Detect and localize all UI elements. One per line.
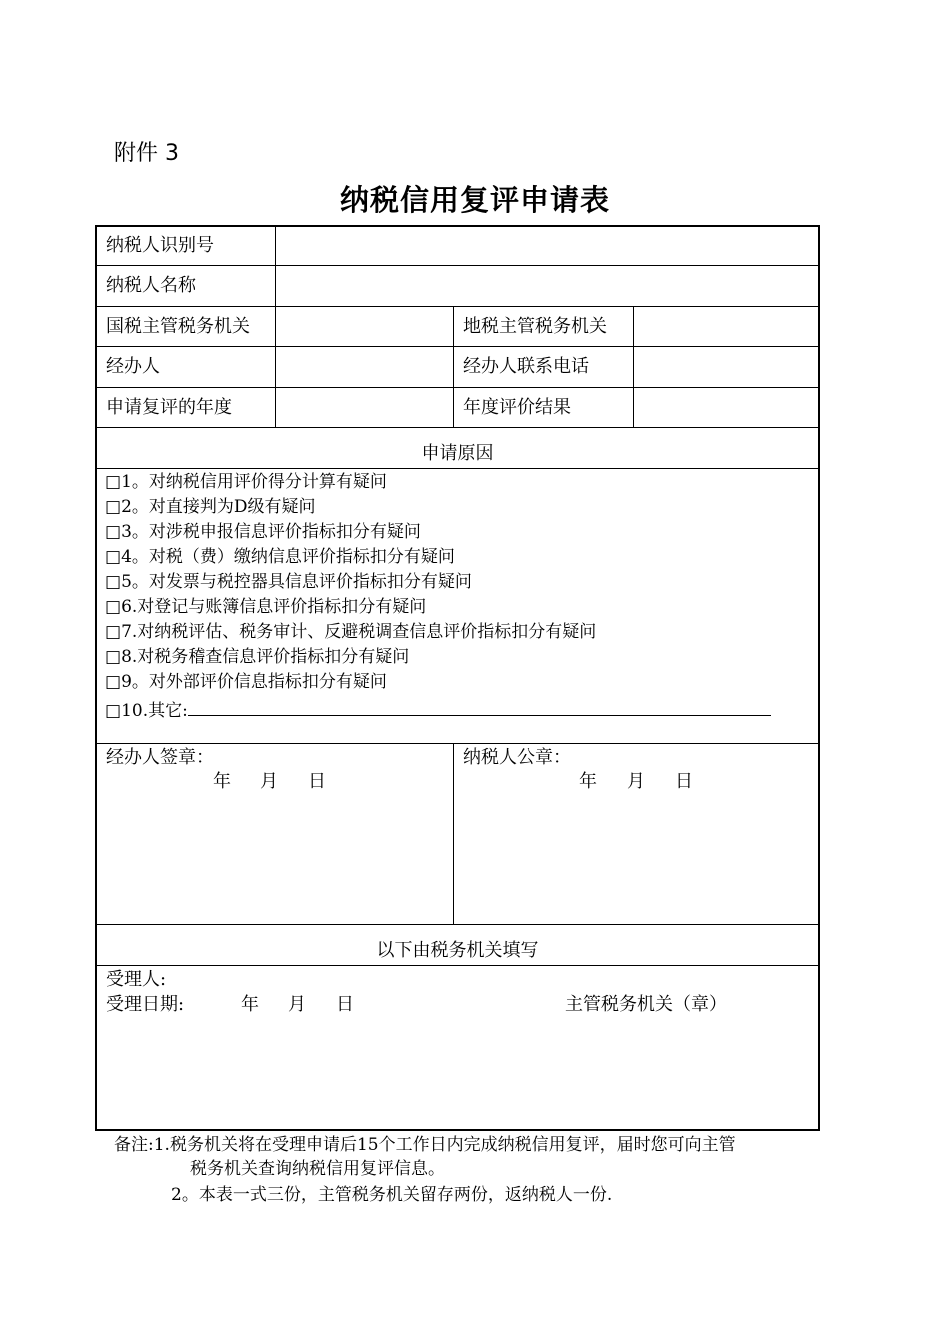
handler-sign-month: 月	[260, 771, 278, 792]
receive-date-year: 年	[241, 994, 259, 1015]
reason-item: □8.对税务稽查信息评价指标扣分有疑问	[105, 647, 410, 667]
taxpayer-seal-label: 纳税人公章：	[463, 747, 571, 768]
handler-sign-day: 日	[308, 771, 326, 792]
attachment-label: 附件 3	[114, 141, 179, 166]
receive-date-label: 受理日期:	[106, 994, 185, 1015]
local-tax-office-label: 地税主管税务机关	[463, 316, 607, 337]
reason-item: □1。对纳税信用评价得分计算有疑问	[105, 472, 387, 492]
reason-item: □3。对涉税申报信息评价指标扣分有疑问	[105, 522, 421, 542]
note-line-1: 备注:1.税务机关将在受理申请后15个工作日内完成纳税信用复评，届时您可向主管	[114, 1135, 736, 1155]
handler-sign-label: 经办人签章：	[106, 747, 214, 768]
receive-date-day: 日	[336, 994, 354, 1015]
office-seal-label: 主管税务机关（章）	[565, 994, 727, 1015]
reason-item: □5。对发票与税控器具信息评价指标扣分有疑问	[105, 572, 472, 592]
handler-label: 经办人	[106, 356, 160, 377]
row-divider	[97, 965, 818, 966]
column-divider	[275, 227, 276, 427]
checkbox[interactable]: □	[105, 647, 122, 667]
taxpayer-seal-year: 年	[579, 771, 597, 792]
form-title: 纳税信用复评申请表	[339, 183, 610, 217]
row-divider	[97, 427, 818, 428]
checkbox[interactable]: □	[105, 472, 122, 492]
reasons-heading: 申请原因	[421, 443, 494, 464]
review-year-label: 申请复评的年度	[106, 397, 232, 418]
checkbox[interactable]: □	[105, 522, 122, 542]
row-divider	[97, 743, 818, 744]
taxpayer-seal-month: 月	[627, 771, 645, 792]
checkbox[interactable]: □	[105, 497, 122, 517]
checkbox[interactable]: □	[105, 622, 122, 642]
taxpayer-name-label: 纳税人名称	[106, 275, 196, 296]
reason-item: □4。对税（费）缴纳信息评价指标扣分有疑问	[105, 547, 455, 567]
receive-date-month: 月	[288, 994, 306, 1015]
reason-item: □9。对外部评价信息指标扣分有疑问	[105, 672, 387, 692]
taxpayer-id-label: 纳税人识别号	[106, 235, 214, 256]
receiver-label: 受理人:	[106, 969, 167, 990]
annual-result-label: 年度评价结果	[463, 397, 571, 418]
column-divider	[453, 743, 454, 924]
row-divider	[97, 924, 818, 925]
review-application-form	[95, 225, 820, 1131]
row-divider	[97, 306, 818, 307]
row-divider	[97, 387, 818, 388]
checkbox[interactable]: □	[105, 701, 122, 721]
checkbox[interactable]: □	[105, 572, 122, 592]
reason-item-other: □10.其它:	[105, 699, 771, 720]
reason-item: □6.对登记与账簿信息评价指标扣分有疑问	[105, 597, 427, 617]
row-divider	[97, 468, 818, 469]
note-line-2: 税务机关查询纳税信用复评信息。	[190, 1159, 445, 1179]
national-tax-office-label: 国税主管税务机关	[106, 316, 250, 337]
reason-item: □7.对纳税评估、税务审计、反避税调查信息评价指标扣分有疑问	[105, 622, 597, 642]
taxpayer-seal-day: 日	[675, 771, 693, 792]
reason-item: □2。对直接判为D级有疑问	[105, 497, 316, 517]
other-reason-blank[interactable]	[188, 699, 771, 716]
column-divider	[633, 306, 634, 427]
handler-phone-label: 经办人联系电话	[463, 356, 589, 377]
note-line-3: 2。本表一式三份，主管税务机关留存两份，返纳税人一份.	[171, 1185, 613, 1205]
office-section-heading: 以下由税务机关填写	[376, 940, 539, 961]
row-divider	[97, 265, 818, 266]
checkbox[interactable]: □	[105, 597, 122, 617]
column-divider	[453, 306, 454, 427]
handler-sign-year: 年	[213, 771, 231, 792]
row-divider	[97, 346, 818, 347]
checkbox[interactable]: □	[105, 547, 122, 567]
checkbox[interactable]: □	[105, 672, 122, 692]
